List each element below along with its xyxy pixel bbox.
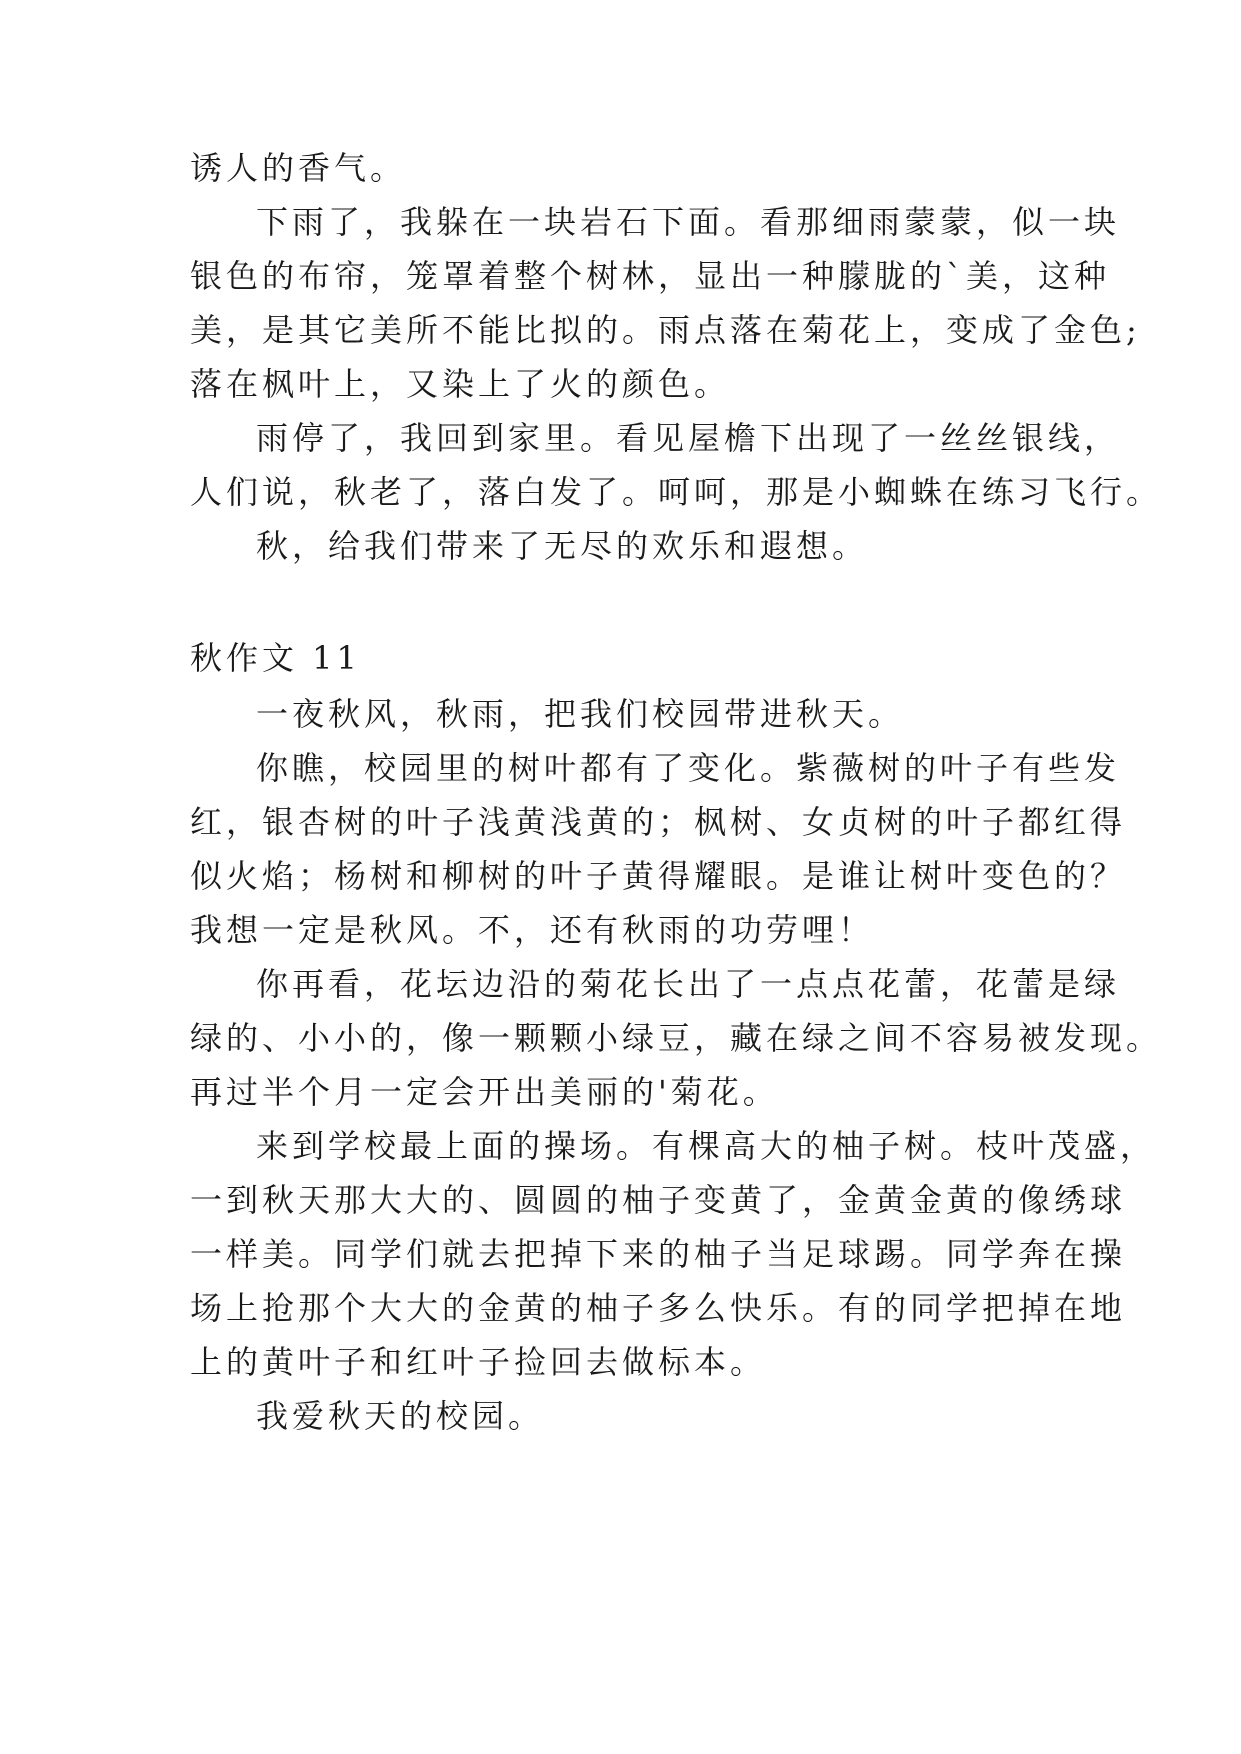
paragraph-line: 一夜秋风，秋雨，把我们校园带进秋天。	[256, 695, 905, 733]
text-line: 诱人的香气。	[190, 149, 407, 187]
section-title: 秋作文 11	[190, 639, 361, 677]
text-line: 似火焰；杨树和柳树的叶子黄得耀眼。是谁让树叶变色的？	[190, 857, 1127, 895]
text-line: 美，是其它美所不能比拟的。雨点落在菊花上，变成了金色;	[190, 311, 1141, 349]
paragraph-line: 下雨了，我躲在一块岩石下面。看那细雨蒙蒙，似一块	[256, 203, 1121, 241]
text-line: 一样美。同学们就去把掉下来的柚子当足球踢。同学奔在操	[190, 1235, 1127, 1273]
text-line: 一到秋天那大大的、圆圆的柚子变黄了，金黄金黄的像绣球	[190, 1181, 1127, 1219]
paragraph-line: 秋，给我们带来了无尽的欢乐和遐想。	[256, 527, 869, 565]
paragraph-line: 你瞧，校园里的树叶都有了变化。紫薇树的叶子有些发	[256, 749, 1121, 787]
text-line: 我想一定是秋风。不，还有秋雨的功劳哩！	[190, 911, 875, 949]
text-line: 人们说，秋老了，落白发了。呵呵，那是小蜘蛛在练习飞行。	[190, 473, 1163, 511]
text-line: 再过半个月一定会开出美丽的'菊花。	[190, 1073, 779, 1111]
paragraph-line: 雨停了，我回到家里。看见屋檐下出现了一丝丝银线，	[256, 419, 1121, 457]
paragraph-line: 你再看，花坛边沿的菊花长出了一点点花蕾，花蕾是绿	[256, 965, 1121, 1003]
text-line: 红，银杏树的叶子浅黄浅黄的；枫树、女贞树的叶子都红得	[190, 803, 1127, 841]
text-line: 银色的布帘，笼罩着整个树林，显出一种朦胧的`美，这种	[190, 257, 1111, 295]
text-line: 场上抢那个大大的金黄的柚子多么快乐。有的同学把掉在地	[190, 1289, 1127, 1327]
paragraph-line: 来到学校最上面的操场。有棵高大的柚子树。枝叶茂盛，	[256, 1127, 1157, 1165]
text-line: 绿的、小小的，像一颗颗小绿豆，藏在绿之间不容易被发现。	[190, 1019, 1163, 1057]
text-line: 上的黄叶子和红叶子捡回去做标本。	[190, 1343, 767, 1381]
text-line: 落在枫叶上，又染上了火的颜色。	[190, 365, 731, 403]
paragraph-line: 我爱秋天的校园。	[256, 1397, 545, 1435]
